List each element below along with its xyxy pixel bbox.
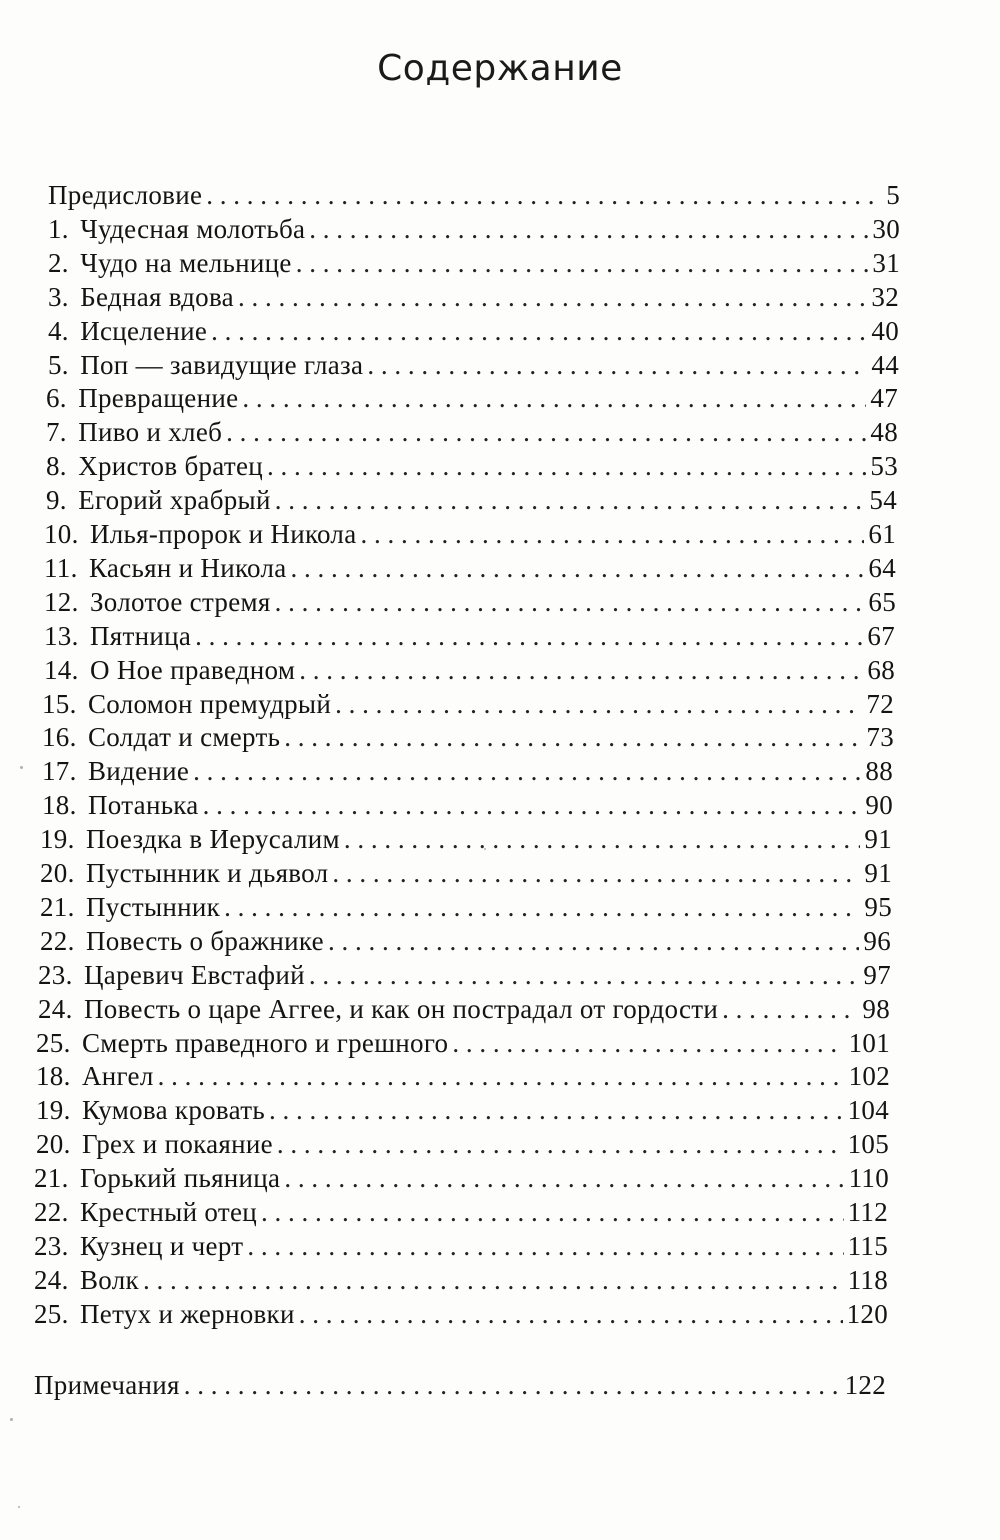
toc-entry-title: Пустынник	[85, 891, 221, 922]
dot-leader	[269, 1093, 844, 1127]
toc-entry-number: 24.	[34, 1264, 69, 1295]
toc-entry-page-number: 68	[867, 654, 895, 685]
toc-entry-title: Смерть праведного и грешного	[81, 1027, 449, 1058]
toc-entry-label	[38, 992, 718, 1026]
toc-entry[interactable]	[44, 585, 896, 619]
toc-entry-number: 19.	[40, 824, 75, 855]
toc-entry-page-number: 48	[870, 417, 898, 448]
toc-entry-page-number: 96	[863, 925, 891, 956]
toc-entry-notes[interactable]	[34, 1368, 886, 1402]
toc-entry-page-number: 54	[869, 485, 897, 516]
toc-entry-label	[46, 415, 222, 449]
dot-leader	[206, 178, 882, 212]
dot-leader	[299, 653, 863, 687]
toc-entry-page-number: 122	[844, 1370, 886, 1400]
toc-entry-title: Примечания	[34, 1370, 180, 1400]
toc-entry-page-number: 47	[870, 383, 898, 414]
toc-entry-page-number: 120	[846, 1298, 888, 1329]
toc-entry[interactable]	[40, 822, 892, 856]
dot-leader	[226, 415, 866, 449]
toc-entry-title: О Ное праведном	[89, 654, 296, 685]
toc-entry-label	[42, 720, 280, 754]
toc-entry-page-number: 73	[866, 722, 894, 753]
toc-entry-number: 6.	[46, 383, 67, 414]
dot-leader	[361, 517, 865, 551]
toc-entry-page-number: 101	[848, 1027, 890, 1058]
toc-entry[interactable]	[42, 754, 893, 788]
toc-entry[interactable]	[48, 246, 900, 280]
toc-entry[interactable]	[44, 619, 895, 653]
toc-entry-label	[40, 822, 340, 856]
toc-entry[interactable]	[40, 890, 892, 924]
toc-entry[interactable]	[40, 924, 891, 958]
toc-entry-page-number: 118	[847, 1264, 888, 1295]
toc-entry-number: 2.	[48, 247, 69, 278]
toc-entry-label	[34, 1195, 257, 1229]
toc-entry-title: Пятница	[89, 620, 192, 651]
toc-entry[interactable]	[34, 1297, 888, 1331]
toc-entry[interactable]	[48, 280, 899, 314]
toc-entry-title: Пиво и хлеб	[78, 417, 223, 448]
dot-leader	[275, 483, 866, 517]
toc-entry-title: Чудо на мельнице	[80, 247, 292, 278]
toc-entry-label	[40, 890, 220, 924]
toc-entry-page-number: 90	[865, 790, 893, 821]
toc-entry-number: 19.	[36, 1095, 71, 1126]
toc-entry-title: Золотое стремя	[89, 586, 271, 617]
toc-entry-page-number: 112	[847, 1197, 888, 1227]
toc-entry-page-number: 102	[848, 1061, 890, 1092]
dot-leader	[335, 687, 862, 721]
dot-leader	[367, 348, 867, 382]
toc-entry[interactable]	[42, 720, 894, 754]
toc-entry-title: Повесть о царе Аггее, и как он пострадал от гордости	[83, 993, 719, 1024]
toc-entry-label	[40, 924, 324, 958]
toc-entry[interactable]	[42, 687, 894, 721]
toc-entry-page-number: 31	[872, 247, 900, 278]
toc-entry-number: 17.	[42, 756, 77, 787]
dot-leader	[275, 585, 865, 619]
toc-entry-label	[44, 551, 287, 585]
page-title: Содержание	[377, 48, 623, 89]
toc-entry-title: Царевич Евстафий	[83, 959, 305, 990]
toc-entry-label	[38, 958, 305, 992]
toc-entry-label	[44, 585, 271, 619]
toc-entry-number: 16.	[42, 722, 77, 753]
toc-entry-title: Предисловие	[48, 180, 203, 210]
toc-entry[interactable]	[36, 1026, 890, 1060]
toc-entry-title: Илья-пророк и Никола	[89, 519, 357, 549]
toc-entry-label	[42, 687, 331, 721]
toc-entry[interactable]	[40, 856, 892, 890]
toc-entry-title: Ангел	[81, 1061, 154, 1092]
toc-entry-label	[46, 449, 263, 483]
dot-leader	[261, 1195, 844, 1229]
toc-entry-number: 13.	[44, 620, 79, 651]
toc-entry-title: Крестный отец	[79, 1197, 257, 1227]
toc-entry-page-number: 53	[870, 451, 898, 482]
toc-entry[interactable]	[34, 1161, 889, 1195]
dot-leader	[284, 720, 862, 754]
paper-speck	[10, 1418, 13, 1421]
toc-entry-label	[44, 653, 295, 687]
toc-entry-title: Касьян и Никола	[88, 552, 287, 583]
toc-entry-title: Чудесная молотьба	[80, 213, 306, 244]
toc-entry-title: Христов братец	[78, 451, 264, 482]
toc-entry[interactable]	[34, 1229, 888, 1263]
toc-entry-label	[48, 348, 363, 382]
toc-entry-page-number: 44	[871, 349, 899, 380]
toc-entry-number: 25.	[36, 1027, 71, 1058]
dot-leader	[247, 1229, 843, 1263]
toc-entry-number: 4.	[48, 315, 69, 346]
dot-leader	[193, 754, 861, 788]
toc-entry-title: Кузнец и черт	[79, 1230, 244, 1261]
toc-entry-label	[44, 619, 191, 653]
toc-entry[interactable]	[46, 483, 897, 517]
toc-entry-label	[36, 1127, 273, 1161]
toc-entry-label	[42, 788, 199, 822]
toc-entry-number: 21.	[34, 1163, 69, 1194]
toc-entry-page-number: 64	[868, 552, 896, 583]
dot-leader	[158, 1059, 845, 1093]
toc-entry-title: Поп — завидущие глаза	[80, 349, 364, 380]
toc-entry-label	[36, 1026, 448, 1060]
toc-entry-title: Исцеление	[80, 315, 208, 346]
toc-entry-label	[42, 754, 189, 788]
toc-entry[interactable]	[44, 551, 896, 585]
dot-leader	[267, 449, 866, 483]
toc-entry[interactable]	[36, 1059, 890, 1093]
toc-entry-page-number: 67	[867, 620, 895, 651]
toc-entry[interactable]	[36, 1127, 889, 1161]
dot-leader	[242, 381, 866, 415]
dot-leader	[452, 1026, 844, 1060]
paper-speck	[18, 1506, 20, 1508]
toc-entry-title: Видение	[87, 756, 190, 787]
toc-entry[interactable]	[34, 1263, 888, 1297]
toc-entry-number: 18.	[42, 790, 77, 821]
toc-entry-number: 25.	[34, 1298, 69, 1329]
toc-entry-title: Соломон премудрый	[87, 688, 332, 719]
toc-entry-page-number: 110	[848, 1163, 889, 1194]
toc-entry-number: 22.	[40, 925, 75, 956]
toc-entry-page-number: 72	[866, 688, 894, 719]
toc-entry-page-number: 115	[847, 1230, 888, 1261]
dot-leader	[277, 1127, 844, 1161]
paper-speck	[20, 766, 23, 769]
toc-entry-page-number: 104	[847, 1095, 889, 1126]
dot-leader	[224, 890, 860, 924]
toc-entry-page-number: 30	[872, 213, 900, 244]
dot-leader	[296, 246, 869, 280]
toc-entry-label	[36, 1093, 265, 1127]
toc-entry-page-number: 65	[868, 586, 896, 617]
toc-entry-number: 23.	[38, 959, 73, 990]
toc-entry-title: Превращение	[78, 383, 239, 414]
toc-entry-page-number: 105	[847, 1129, 889, 1160]
toc-entry-number: 9.	[46, 485, 67, 516]
toc-entry-number: 11.	[44, 552, 78, 583]
toc-entry[interactable]	[48, 314, 899, 348]
toc-entry[interactable]	[44, 517, 896, 551]
toc-entry-page-number: 95	[864, 891, 892, 922]
dot-leader	[291, 551, 865, 585]
toc-entry[interactable]	[46, 415, 898, 449]
toc-entry-label	[48, 178, 202, 212]
toc-entry[interactable]	[48, 348, 899, 382]
toc-entry-title: Потанька	[87, 790, 199, 821]
toc-entry-label	[46, 381, 238, 415]
toc-entry-title: Петух и жерновки	[79, 1298, 295, 1329]
toc-entry-title: Горький пьяница	[79, 1163, 281, 1194]
dot-leader	[328, 924, 859, 958]
toc-entry-title: Бедная вдова	[80, 281, 234, 312]
toc-entry-number: 22.	[34, 1197, 69, 1227]
toc-entry-number: 15.	[42, 688, 77, 719]
toc-entry-label	[48, 212, 305, 246]
toc-entry-number: 24.	[38, 993, 73, 1024]
dot-leader	[143, 1263, 844, 1297]
toc-entry-number: 23.	[34, 1230, 69, 1261]
toc-entry-number: 14.	[44, 654, 79, 685]
toc-entry-page-number: 32	[871, 281, 899, 312]
dot-leader	[184, 1368, 841, 1402]
toc-entry-label	[34, 1263, 139, 1297]
toc-entry-page-number: 91	[864, 858, 892, 888]
toc-entry[interactable]	[48, 212, 900, 246]
toc-entry-title: Пустынник и дьявол	[85, 858, 329, 888]
toc-entry-page-number: 98	[862, 993, 890, 1024]
toc-entry-title: Солдат и смерть	[87, 722, 281, 753]
toc-entry-page-number: 97	[863, 959, 891, 990]
toc-entry-title: Повесть о бражнике	[85, 925, 324, 956]
toc-entry-number: 1.	[48, 213, 69, 244]
toc-entry[interactable]	[44, 653, 895, 687]
dot-leader	[309, 212, 868, 246]
dot-leader	[195, 619, 863, 653]
toc-entry-label	[40, 856, 328, 890]
toc-entry-page-number: 40	[871, 315, 899, 346]
toc-entry-title: Егорий храбрый	[78, 485, 271, 516]
toc-entry[interactable]	[46, 449, 898, 483]
toc-entry[interactable]	[38, 958, 891, 992]
toc-entry[interactable]	[38, 992, 890, 1026]
toc-entry-number: 18.	[36, 1061, 71, 1092]
toc-entry-page-number: 61	[868, 519, 896, 549]
toc-entry-page-number: 91	[864, 824, 892, 855]
toc-entry-label	[34, 1161, 280, 1195]
toc-entry-number: 20.	[40, 858, 75, 888]
toc-entry-title: Кумова кровать	[81, 1095, 265, 1126]
dot-leader	[722, 992, 858, 1026]
dot-leader	[299, 1297, 843, 1331]
toc-entry-number: 3.	[48, 281, 69, 312]
toc-entry-title: Волк	[79, 1264, 139, 1295]
toc-entry-number: 8.	[46, 451, 67, 482]
toc-entry-number: 7.	[46, 417, 67, 448]
toc-entry-title: Грех и покаяние	[81, 1129, 273, 1160]
toc-entry-preface[interactable]	[48, 178, 900, 212]
dot-leader	[211, 314, 867, 348]
toc-entry-label	[34, 1297, 295, 1331]
toc-entry-page-number: 88	[865, 756, 893, 787]
toc-entry-label	[36, 1059, 154, 1093]
dot-leader	[309, 958, 860, 992]
dot-leader	[332, 856, 860, 890]
toc-entry[interactable]	[46, 381, 898, 415]
toc-entry-number: 12.	[44, 586, 79, 617]
toc-entry[interactable]	[42, 788, 893, 822]
toc-entry-label	[46, 483, 271, 517]
dot-leader	[238, 280, 867, 314]
toc-entry-label	[48, 314, 207, 348]
dot-leader	[203, 788, 862, 822]
toc-entry[interactable]	[34, 1195, 888, 1229]
dot-leader	[284, 1161, 844, 1195]
dot-leader	[344, 822, 861, 856]
toc-entry-number: 21.	[40, 891, 75, 922]
toc-entry-label	[48, 246, 292, 280]
toc-entry-number: 20.	[36, 1129, 71, 1160]
paper-speck	[484, 848, 486, 850]
toc-entry-label	[48, 280, 234, 314]
toc-entry-number: 5.	[48, 349, 69, 380]
toc-entry-label	[34, 1229, 243, 1263]
toc-entry-number: 10.	[44, 519, 79, 549]
toc-entry[interactable]	[36, 1093, 889, 1127]
toc-entry-label	[44, 517, 357, 551]
toc-entry-page-number: 5	[886, 180, 900, 210]
toc-entry-title: Поездка в Иерусалим	[85, 824, 340, 855]
